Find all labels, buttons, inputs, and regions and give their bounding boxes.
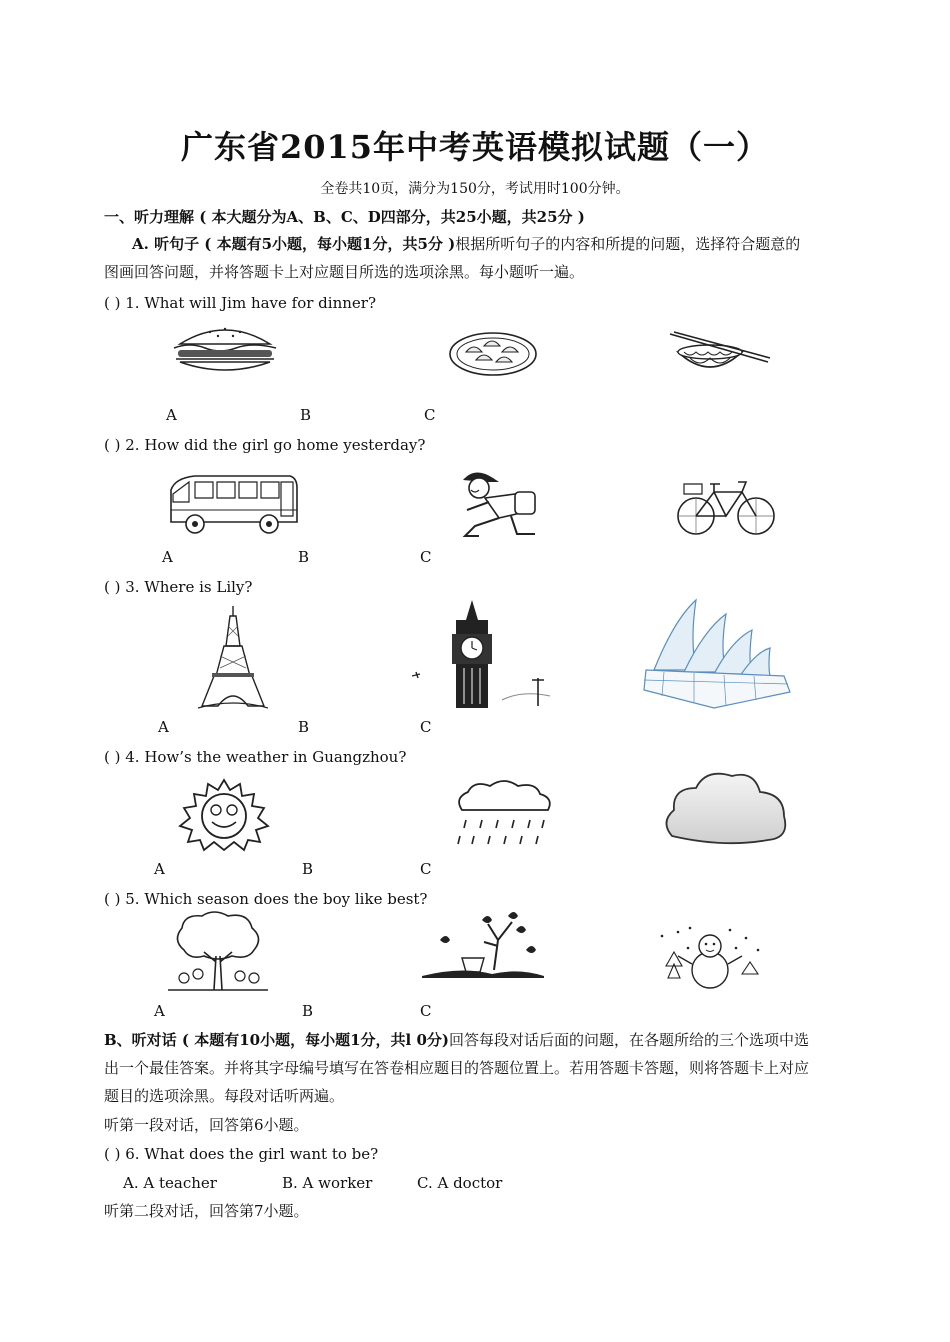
part-b-instruction-line3: 题目的选项涂黑。每段对话听两遍。 — [104, 1087, 345, 1105]
q1-option-c: C — [424, 406, 436, 424]
part-a-instruction — [104, 230, 849, 286]
q4-option-b: B — [302, 860, 314, 878]
q6-option-b: B. A worker — [282, 1174, 373, 1192]
part-b-instruction-line1: 回答每段对话后面的问题，在各题所给的三个选项中选 — [449, 1031, 810, 1049]
part-a-instruction-line1: 根据所听句子的内容和所提的问题，选择符合题意的 — [455, 235, 801, 253]
spring-tree-icon — [168, 912, 268, 992]
page-title: 广东省2015年中考英语模拟试题（一） — [180, 128, 770, 166]
q2-option-c: C — [420, 548, 432, 566]
part-a-label: A. 听句子 ( 本题有5小题，每小题1分，共5分 ) — [132, 235, 456, 253]
q2-option-b: B — [298, 548, 310, 566]
rain-cloud-icon — [452, 780, 556, 854]
question-4: ( ) 4. How’s the weather in Guangzhou? — [104, 748, 407, 766]
sydney-opera-house-icon — [644, 600, 792, 710]
q1-option-b: B — [300, 406, 312, 424]
eiffel-tower-icon — [198, 606, 268, 710]
dialogue-2-note: 听第二段对话，回答第7小题。 — [104, 1202, 309, 1220]
q5-option-a: A — [154, 1002, 165, 1020]
q5-option-b: B — [302, 1002, 314, 1020]
q2-option-a: A — [162, 548, 173, 566]
exam-subtitle: 全卷共10页，满分为150分，考试用时100分钟。 — [320, 181, 630, 197]
q6-option-c: C. A doctor — [417, 1174, 503, 1192]
question-2: ( ) 2. How did the girl go home yesterday? — [104, 436, 426, 454]
q3-option-a: A — [158, 718, 169, 736]
q1-option-a: A — [166, 406, 177, 424]
part-b-label: B、听对话 ( 本题有10小题，每小题1分，共l 0分) — [104, 1031, 449, 1049]
hamburger-icon — [170, 322, 280, 374]
part-b-instruction — [104, 1026, 849, 1110]
snowman-icon — [658, 926, 762, 992]
q4-option-a: A — [154, 860, 165, 878]
part-a-instruction-line2: 图画回答问题，并将答题卡上对应题目所选的选项涂黑。每小题听一遍。 — [104, 263, 585, 281]
autumn-tree-icon — [422, 910, 544, 982]
walking-girl-icon — [445, 470, 545, 538]
big-ben-icon — [412, 600, 550, 708]
q5-option-c: C — [420, 1002, 432, 1020]
part-b-instruction-line2: 出一个最佳答案。并将其字母编号填写在答卷相应题目的答题位置上。若用答题卡答题，则将答题卡上对应 — [104, 1059, 810, 1077]
q3-option-c: C — [420, 718, 432, 736]
dialogue-1-note: 听第一段对话，回答第6小题。 — [104, 1116, 309, 1134]
question-5: ( ) 5. Which season does the boy like best? — [104, 890, 428, 908]
q6-option-a: A. A teacher — [123, 1174, 217, 1192]
bicycle-icon — [676, 474, 776, 538]
dumplings-icon — [448, 330, 538, 378]
noodles-icon — [670, 332, 770, 382]
question-6: ( ) 6. What does the girl want to be? — [104, 1145, 379, 1163]
q4-option-c: C — [420, 860, 432, 878]
section-heading: 一、听力理解 ( 本大题分为A、B、C、D四部分，共25小题，共25分 ) — [104, 208, 585, 226]
question-3: ( ) 3. Where is Lily? — [104, 578, 253, 596]
bus-icon — [165, 472, 300, 536]
cloud-icon — [660, 766, 790, 854]
sun-icon — [168, 778, 280, 850]
question-1: ( ) 1. What will Jim have for dinner? — [104, 294, 376, 312]
q3-option-b: B — [298, 718, 310, 736]
